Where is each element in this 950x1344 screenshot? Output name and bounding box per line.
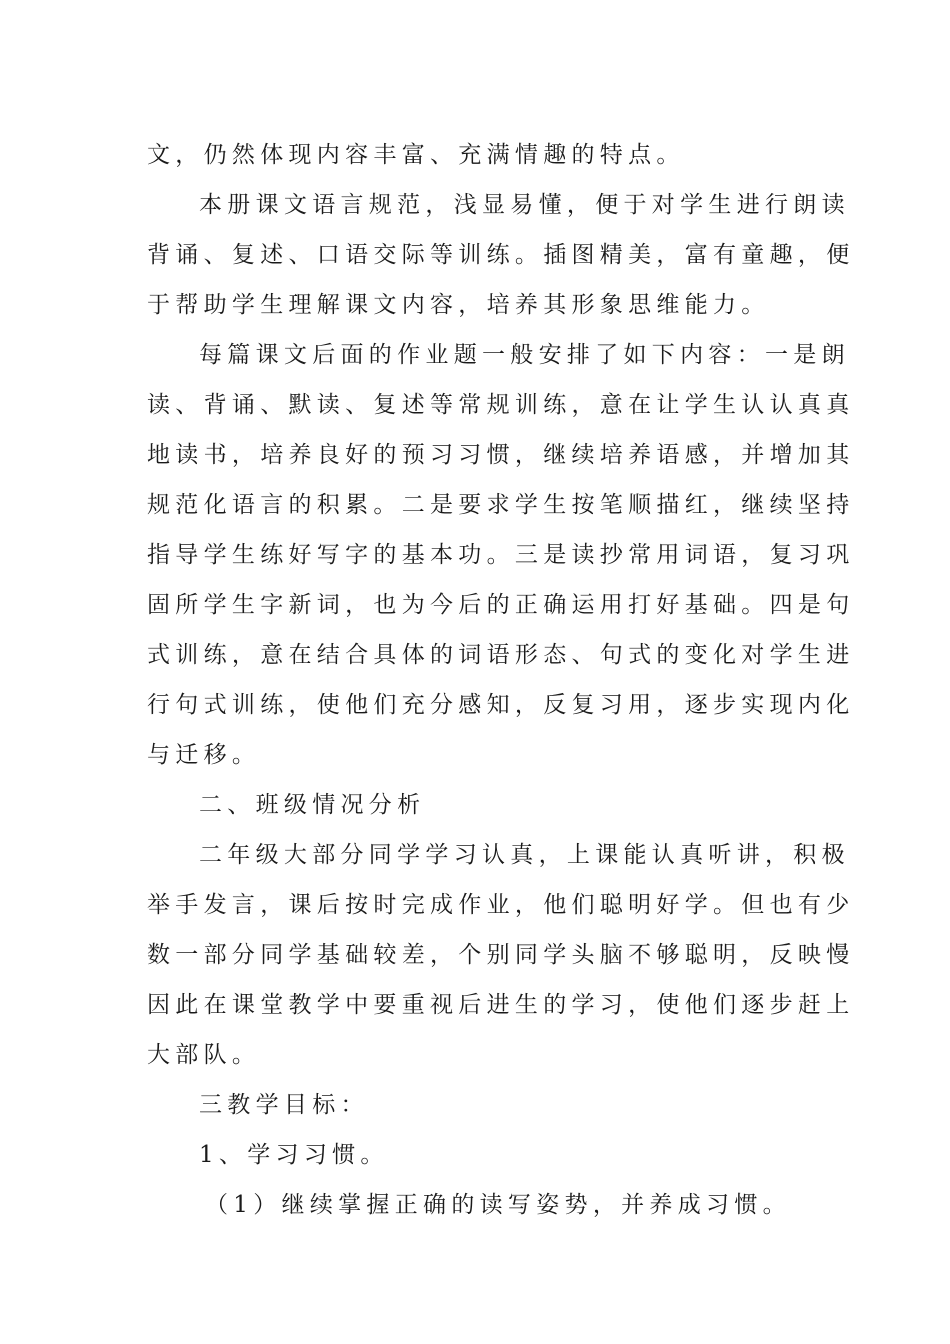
document-body	[147, 130, 855, 1230]
text-line: 本册课文语言规范，浅显易懂，便于对学生进行朗读	[199, 192, 850, 218]
text-line: 指导学生练好写字的基本功。三是读抄常用词语，复习巩	[147, 542, 855, 568]
text-line: 规范化语言的积累。二是要求学生按笔顺描红，继续坚持	[147, 492, 855, 518]
text-line: 地读书，培养良好的预习习惯，继续培养语感，并增加其	[147, 442, 855, 468]
text-line: 二年级大部分同学学习认真，上课能认真听讲，积极	[199, 842, 850, 868]
text-line: 因此在课堂教学中要重视后进生的学习，使他们逐步赶上	[147, 992, 855, 1018]
text-line: 于帮助学生理解课文内容，培养其形象思维能力。	[147, 292, 770, 318]
text-line: 背诵、复述、口语交际等训练。插图精美，富有童趣，便	[147, 242, 855, 268]
text-line: 大部队。	[147, 1042, 261, 1068]
subsection-heading: 1、学习习惯。	[199, 1142, 389, 1168]
text-line: 固所学生字新词，也为今后的正确运用打好基础。四是句	[147, 592, 855, 618]
section-heading: 三教学目标：	[199, 1092, 369, 1118]
section-heading: 二、班级情况分析	[199, 792, 426, 818]
text-line: 与迁移。	[147, 742, 261, 768]
text-line: 式训练，意在结合具体的词语形态、句式的变化对学生进	[147, 642, 855, 668]
text-line: 行句式训练，使他们充分感知，反复习用，逐步实现内化	[147, 692, 855, 718]
text-line: 读、背诵、默读、复述等常规训练，意在让学生认认真真	[147, 392, 855, 418]
text-line: 数一部分同学基础较差，个别同学头脑不够聪明，反映慢	[147, 942, 855, 968]
list-item: （1）继续掌握正确的读写姿势，并养成习惯。	[205, 1192, 791, 1218]
text-line: 文，仍然体现内容丰富、充满情趣的特点。	[147, 142, 685, 168]
text-line: 举手发言，课后按时完成作业，他们聪明好学。但也有少	[147, 892, 855, 918]
text-line: 每篇课文后面的作业题一般安排了如下内容：一是朗	[199, 342, 850, 368]
